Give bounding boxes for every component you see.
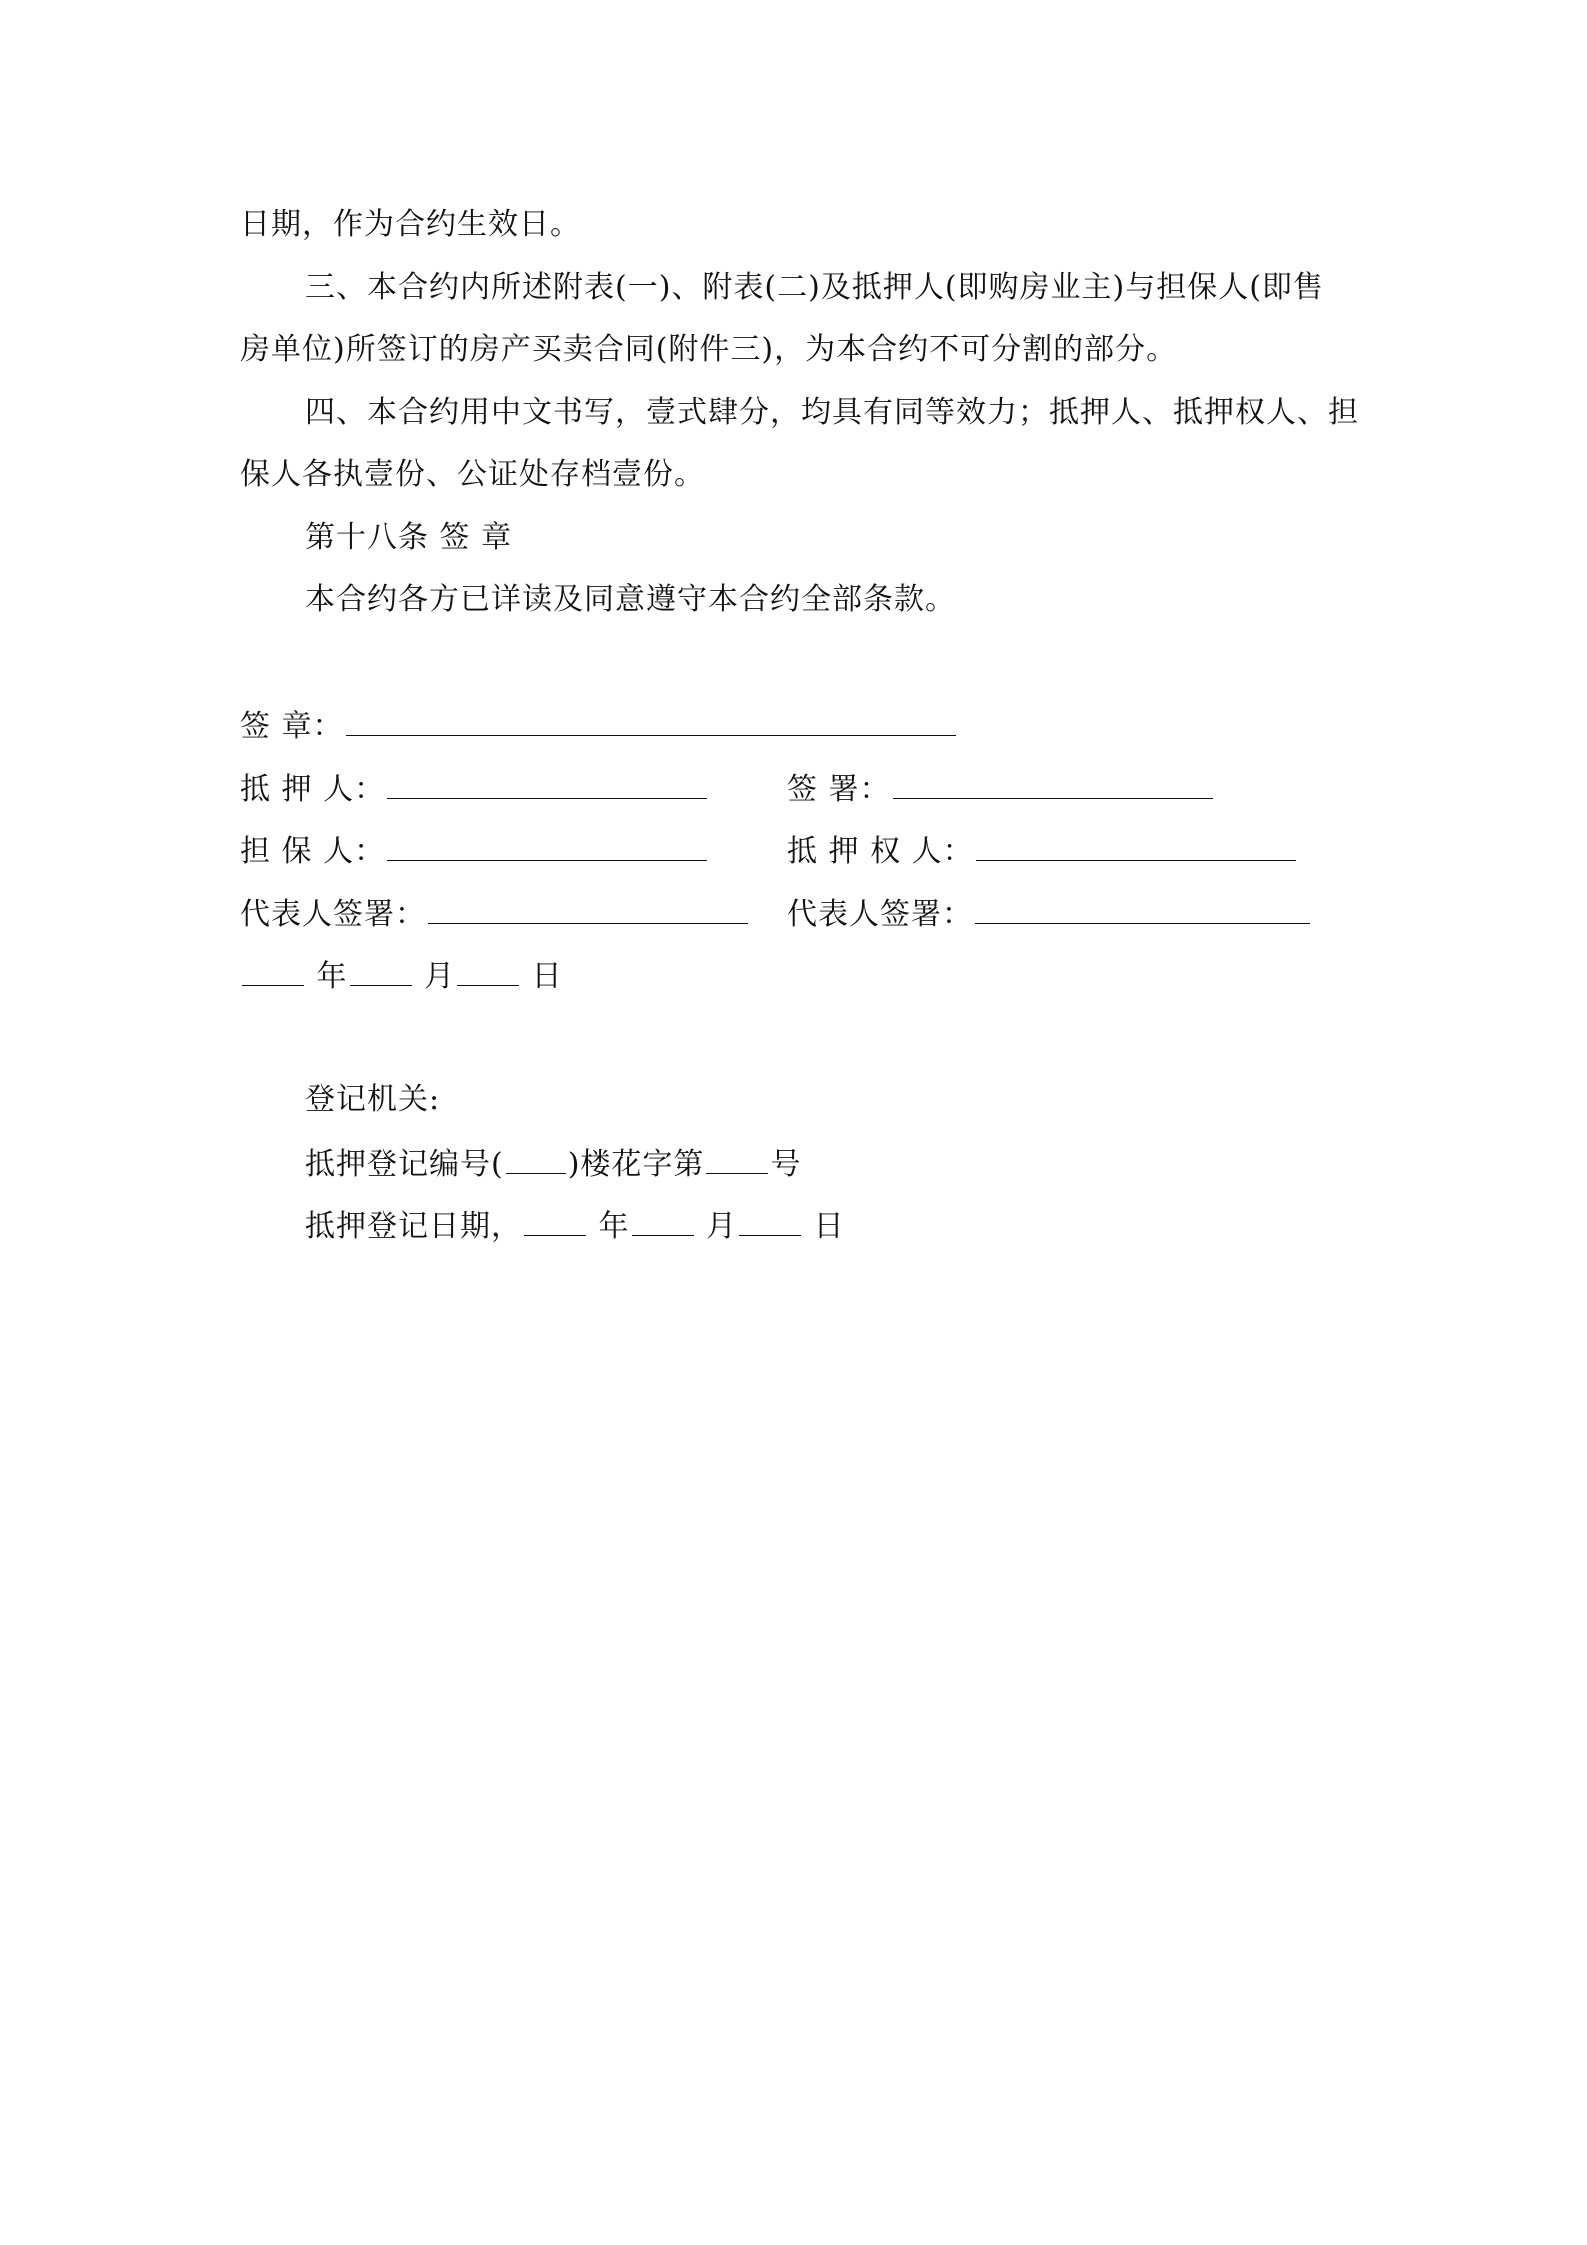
rep-sign-blank-left[interactable] xyxy=(428,893,748,924)
signature-date-row xyxy=(240,955,563,997)
rep-sign-label-right: 代表人签署： xyxy=(787,897,973,932)
registration-day-label: 日 xyxy=(813,1209,845,1244)
sign-row xyxy=(787,768,1215,810)
guarantor-blank[interactable] xyxy=(387,830,707,861)
mortgagor-row xyxy=(240,768,709,810)
registration-number-mid: )楼花字第 xyxy=(567,1147,705,1182)
paragraph-three-line1: 三、本合约内所述附表(一)、附表(二)及抵押人(即购房业主)与担保人(即售 xyxy=(305,270,1324,305)
year-label: 年 xyxy=(316,959,348,994)
seal-label: 签 章： xyxy=(240,709,344,744)
rep-sign-blank-right[interactable] xyxy=(975,893,1310,924)
registration-number-suffix: 号 xyxy=(770,1147,802,1182)
paragraph-four-line1: 四、本合约用中文书写，壹式肆分，均具有同等效力；抵押人、抵押权人、担 xyxy=(305,395,1359,430)
rep-sign-row-right xyxy=(787,893,1312,935)
rep-sign-label-left: 代表人签署： xyxy=(240,897,426,932)
registration-number-blank-2[interactable] xyxy=(706,1143,768,1174)
month-blank[interactable] xyxy=(350,955,412,986)
paragraph-effective-date: 日期，作为合约生效日。 xyxy=(240,207,581,242)
day-label: 日 xyxy=(531,959,563,994)
registration-date-row xyxy=(305,1205,845,1247)
registration-year-label: 年 xyxy=(598,1209,630,1244)
registration-month-blank[interactable] xyxy=(632,1205,694,1236)
paragraph-three-line2: 房单位)所签订的房产买卖合同(附件三)，为本合约不可分割的部分。 xyxy=(240,332,1178,367)
article-eighteen-text: 本合约各方已详读及同意遵守本合约全部条款。 xyxy=(305,582,956,617)
sign-blank[interactable] xyxy=(893,768,1213,799)
rep-sign-row-left xyxy=(240,893,750,935)
sign-label: 签 署： xyxy=(787,772,891,807)
guarantor-row xyxy=(240,830,709,872)
paragraph-four-line2: 保人各执壹份、公证处存档壹份。 xyxy=(240,457,705,492)
mortgagee-label: 抵 押 权 人： xyxy=(787,834,974,869)
registration-date-label: 抵押登记日期， xyxy=(305,1209,522,1244)
month-label: 月 xyxy=(424,959,456,994)
seal-row xyxy=(240,705,958,747)
day-blank[interactable] xyxy=(457,955,519,986)
guarantor-label: 担 保 人： xyxy=(240,834,386,869)
mortgagee-blank[interactable] xyxy=(976,830,1296,861)
seal-blank[interactable] xyxy=(346,705,956,736)
registration-year-blank[interactable] xyxy=(524,1205,586,1236)
registration-number-prefix: 抵押登记编号( xyxy=(305,1147,504,1182)
registration-number-row xyxy=(305,1143,801,1185)
registration-authority: 登记机关: xyxy=(305,1082,441,1117)
registration-month-label: 月 xyxy=(706,1209,738,1244)
article-eighteen-heading: 第十八条 签 章 xyxy=(305,520,513,555)
year-blank[interactable] xyxy=(242,955,304,986)
mortgagor-label: 抵 押 人： xyxy=(240,772,386,807)
registration-number-blank-1[interactable] xyxy=(506,1143,566,1174)
mortgagee-row xyxy=(787,830,1298,872)
registration-day-blank[interactable] xyxy=(739,1205,801,1236)
mortgagor-blank[interactable] xyxy=(387,768,707,799)
